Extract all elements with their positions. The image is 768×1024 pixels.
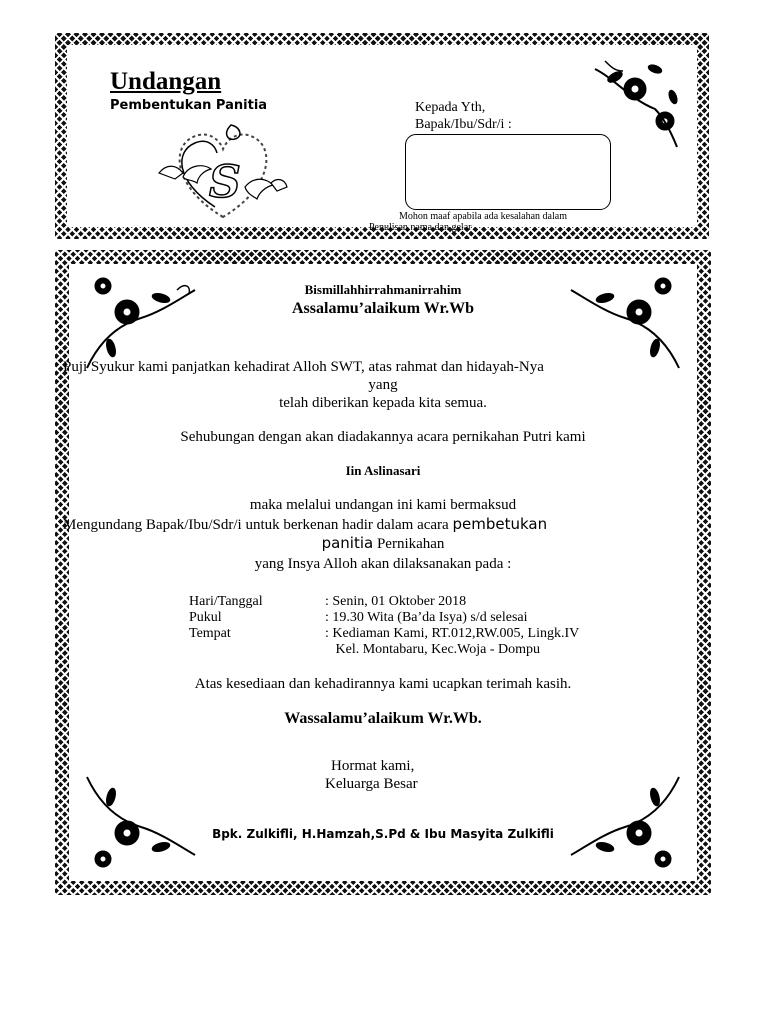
detail-value: : 19.30 Wita (Ba’da Isya) s/d selesai bbox=[325, 610, 528, 625]
detail-value: Kel. Montabaru, Kec.Woja - Dompu bbox=[325, 642, 541, 657]
floral-bottom-left-icon bbox=[81, 765, 201, 877]
invitation-line-3 bbox=[69, 534, 697, 553]
detail-row-place bbox=[189, 626, 579, 642]
invitation-line-4: yang Insya Alloh akan dilaksanakan pada : bbox=[254, 556, 512, 572]
apology-note-line-1: Mohon maaf apabila ada kesalahan dalam bbox=[399, 211, 567, 222]
thanks-line: Atas kesediaan dan kehadirannya kami ucapkan terimah kasih. bbox=[194, 676, 572, 692]
detail-row-place-cont bbox=[189, 642, 579, 658]
floral-bottom-right-icon bbox=[565, 765, 685, 877]
invitation-body bbox=[63, 264, 697, 881]
invitation-line-1: maka melalui undangan ini kami bermaksud bbox=[249, 497, 517, 513]
gratitude-line-2: yang bbox=[368, 377, 398, 393]
envelope-subtitle: Pembentukan Panitia bbox=[110, 98, 268, 113]
detail-row-time bbox=[189, 610, 579, 626]
closing-greeting: Wassalamu’alaikum Wr.Wb. bbox=[284, 710, 482, 727]
signature-names: Bpk. Zulkifli, H.Hamzah,S.Pd & Ibu Masyita Zulkifli bbox=[212, 827, 554, 841]
detail-label: Pukul bbox=[189, 610, 222, 625]
floral-corner-ornament-icon bbox=[585, 49, 689, 153]
addressee-line-2: Bapak/Ibu/Sdr/i : bbox=[415, 117, 512, 132]
addressee-line-1: Kepada Yth, bbox=[415, 100, 486, 115]
invitation-line-3-event: panitia bbox=[321, 534, 374, 552]
bismillah-heading: Bismillahhirrahmanirrahim bbox=[304, 282, 462, 297]
bride-name: Iin Aslinasari bbox=[345, 463, 421, 478]
family-line: Keluarga Besar bbox=[325, 776, 418, 792]
apology-note-line-2: Penulisan nama dan gelar bbox=[369, 222, 472, 233]
detail-label bbox=[189, 642, 325, 658]
detail-value: : Senin, 01 Oktober 2018 bbox=[325, 594, 467, 609]
invitation-line-2 bbox=[63, 515, 547, 534]
gratitude-line-1: Puji Syukur kami panjatkan kehadirat Alloh SWT, atas rahmat dan hidayah-Nya bbox=[63, 359, 544, 375]
regards-line: Hormat kami, bbox=[331, 758, 415, 774]
invitation-line-2-event: pembetukan bbox=[452, 515, 548, 533]
invitation-line-3-text: Pernikahan bbox=[373, 536, 445, 552]
invitation-frame bbox=[55, 250, 711, 895]
envelope-body bbox=[67, 45, 697, 233]
recipient-name-box[interactable] bbox=[405, 134, 611, 210]
envelope-frame bbox=[55, 33, 709, 239]
detail-value: : Kediaman Kami, RT.012,RW.005, Lingk.IV bbox=[325, 626, 580, 641]
gratitude-line-3: telah diberikan kepada kita semua. bbox=[279, 395, 487, 411]
event-details bbox=[189, 594, 579, 658]
detail-row-date bbox=[189, 594, 579, 610]
svg-text:S: S bbox=[209, 157, 241, 208]
occasion-sentence: Sehubungan dengan akan diadakannya acara pernikahan Putri kami bbox=[180, 429, 586, 445]
hearts-doves-emblem bbox=[153, 117, 289, 227]
invitation-line-2-text: Mengundang Bapak/Ibu/Sdr/i untuk berkenan hadir dalam acara bbox=[63, 517, 453, 533]
detail-label: Tempat bbox=[189, 626, 231, 641]
envelope-title: Undangan bbox=[110, 68, 222, 95]
addressee-block bbox=[415, 99, 512, 133]
opening-greeting: Assalamu’alaikum Wr.Wb bbox=[292, 300, 474, 317]
detail-label: Hari/Tanggal bbox=[189, 594, 263, 609]
